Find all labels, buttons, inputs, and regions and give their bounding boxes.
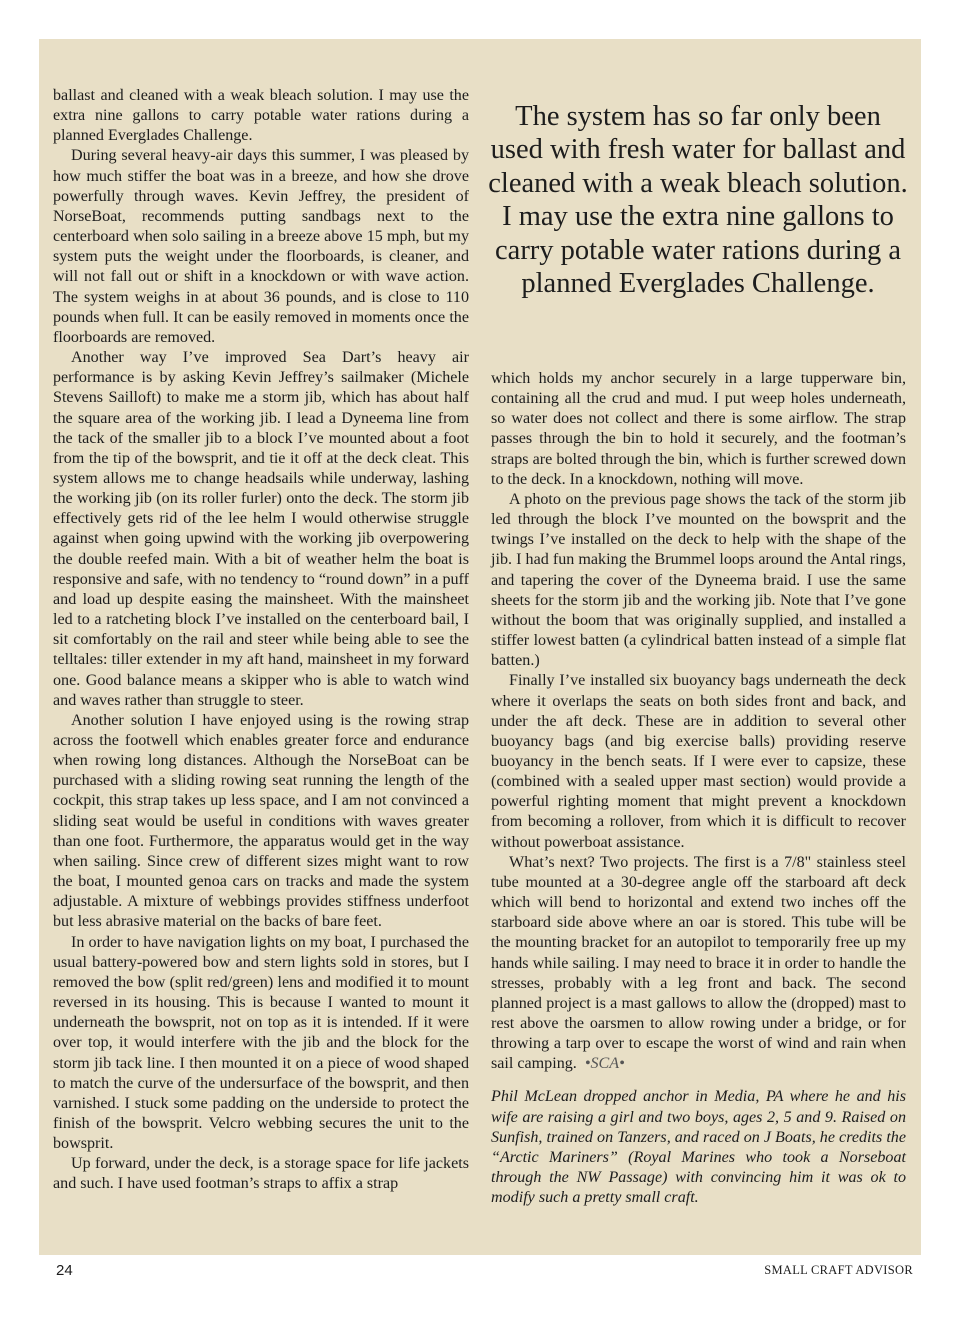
paragraph: During several heavy-air days this summer, I was pleased by how much stiffer the boat was in a breeze, and how she drove powerfully through waves. Kevin Jeffrey, the president of NorseBoat, recommends putting sandbags next to the centerboard when solo sailing in a breeze above 15 mph, but my system puts the weight under the floorboards, is cleaner, and will not fall out or shift in a knockdown or with wave action. The system weighs in at about 36 pounds, and is close to 110 pounds when full. It can be easily removed in moments once the floorboards are removed. [53,147,469,346]
pull-quote: The system has so far only been used with fresh water for ballast and cleaned with a weak bleach solution. I may use the extra nine gallons to carry potable water rations during a planned Everglades Challenge. [488,101,908,300]
paragraph: which holds my anchor securely in a large tupperware bin, containing all the crud and mud. I put weep holes underneath, so water does not collect and there is some airflow. The strap passes through the bin to hold it securely, and the footman’s straps are bolted through the bin, which is further screwed down to the deck. In a knockdown, nothing will move. [491,370,906,488]
signoff-mark: •SCA• [584,1055,625,1073]
paragraph [491,853,906,1075]
page-number: 24 [56,1262,73,1279]
paragraph: A photo on the previous page shows the tack of the storm jib led through the block I’ve mounted on the bowsprit and the twings I’ve installed on the deck to help with the shape of the jib. I had fun making the Brummel loops around the Antal rings, and tapering the cover of the Dyneema braid. I use the same sheets for the storm jib and the working jib. Note that I’ve gone without the boom that was originally supplied, and installed a stiffer lowest batten (a cylindrical batten instead of a simple flat batten.) [491,490,906,670]
paragraph: ballast and cleaned with a weak bleach solution. I may use the extra nine gallons to carry potable water rations during a planned Everglades Challenge. [53,87,469,145]
left-column [53,86,469,1195]
paragraph: Another way I’ve improved Sea Dart’s heavy air performance is by asking Kevin Jeffrey’s sailmaker (Michele Stevens Sailloft) to make me a storm jib, which has about half the square area of the working jib. I lead a Dyneema line from the tack of the smaller jib to a block I’ve mounted about a foot from the tip of the bowsprit, and tie it off at the deck cleat. This system allows me to change headsails while underway, lashing the working jib (on its roller furler) onto the deck. The storm jib effectively gets rid of the lee helm I would otherwise struggle against when going upwind with the working jib overpowering the double reefed main. With a bit of weather helm the boat is responsive and safe, with no tendency to “round down” in a puff and load up despite easing the mainsheet. With the mainsheet led to a ratcheting block I’ve installed on the centerboard bail, I sit comfortably on the rail and steer while being able to see the telltales: tiller extender in my aft hand, mainsheet in my forward one. Good balance means a skipper who is able to watch wind and waves rather than struggle to steer. [53,349,469,709]
right-column [491,369,906,1208]
paragraph: In order to have navigation lights on my boat, I purchased the usual battery-powered bow and stern lights sold in stores, but I removed the bow (split red/green) lens and modified it to mount reversed in its housing. This is because I wanted to mount it underneath the bowsprit, not on top as it is intended. If it were over top, it would interfere with the jib and the block for the storm jib tack line. I then mounted it on a piece of wood shaped to match the curve of the undersurface of the bowsprit, and then varnished. I stuck some padding on the underside to protect the finish of the bowsprit. Velcro webbing secures the unit to the bowsprit. [53,933,469,1153]
publication-name: SMALL CRAFT ADVISOR [764,1263,913,1277]
paragraph: Another solution I have enjoyed using is the rowing strap across the footwell which enables greater force and endurance when rowing long distances. Although the NorseBoat can be purchased with a sliding rowing seat running the length of the cockpit, this strap takes up less space, and I am not convinced a sliding seat would be useful in conditions with waves greater than one foot. Furthermore, the apparatus would get in the way when sailing. Since crew of different sizes might want to row the boat, I mounted genoa cars on tracks and made the system adjustable. A mixture of webbings provides stiffness underfoot but less abrasive material on the backs of bare feet. [53,711,469,931]
author-bio: Phil McLean dropped anchor in Media, PA where he and his wife are raising a girl and two boys, ages 2, 5 and 9. Raised on Sunfish, trained on Tanzers, and raced on J Boats, he credits the “Arctic Mariners” (Royal Marines who took a Norseboat through the NW Passage) with convincing him it was ok to modify such a pretty small craft. [491,1088,906,1207]
paragraph: Up forward, under the deck, is a storage space for life jackets and such. I have used footman’s straps to affix a strap [53,1155,469,1193]
paragraph: Finally I’ve installed six buoyancy bags underneath the deck where it overlaps the seats on both sides front and back, and under the aft deck. These are in addition to several other buoyancy bags (and big exercise balls) providing reserve buoyancy in the bench seats. If I were ever to capsize, these (combined with a sealed upper mast section) would provide a powerful righting moment that might prevent a knockdown from becoming a rollover, from which it is difficult to recover without powerboat assistance. [491,672,906,851]
paragraph-text: What’s next? Two projects. The first is a 7/8" stainless steel tube mounted at a 30-degree angle off the starboard aft deck which will bend to horizontal and extend two inches off the starboard side above where an oar is stored. This tube will be the mounting bracket for an autopilot to temporarily free up my hands while sailing. I may need to brace it in order to handle the stresses, probably with a leg front and back. The second planned project is a mast gallows to allow the (dropped) mast to rest above the oarsmen to allow rowing under a bridge, or for throwing a tarp over to escape the worst of wind and rain when sail camping. [491,853,906,1073]
